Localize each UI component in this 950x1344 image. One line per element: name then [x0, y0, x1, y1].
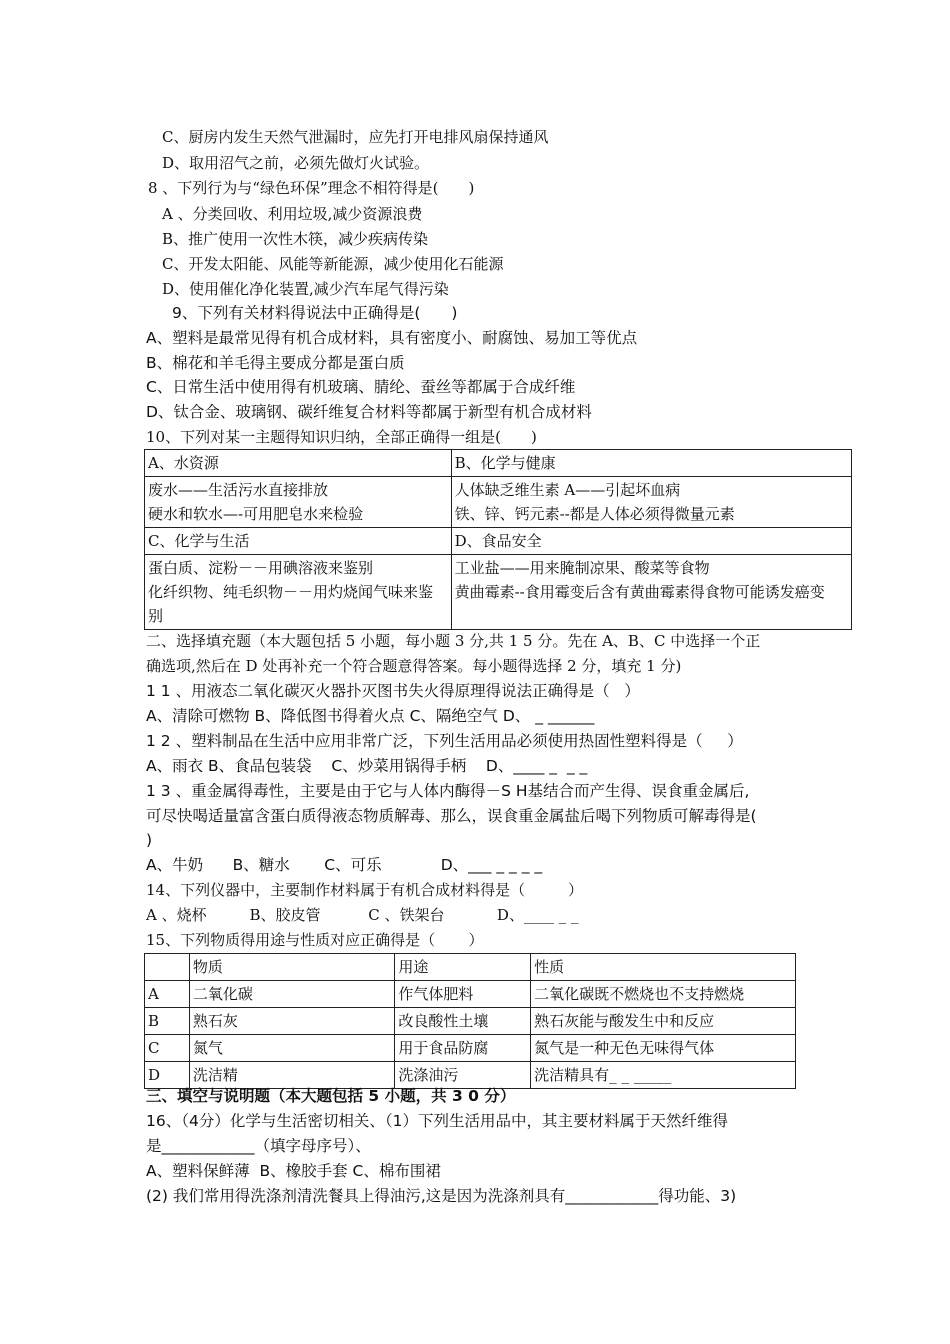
q16-stem-line1: 16、（4分）化学与生活密切相关、（1）下列生活用品中，其主要材料属于天然纤维得: [146, 1112, 728, 1130]
q15-cell: 氮气是一种无色无味得气体: [531, 1035, 796, 1062]
q16-stem-line2: 是____________（填字母序号）、: [146, 1137, 371, 1155]
q15-cell: 改良酸性土壤: [395, 1008, 531, 1035]
q15-cell: 二氧化碳既不燃烧也不支持燃烧: [531, 981, 796, 1008]
q15-cell: 洗洁精: [189, 1062, 394, 1089]
q10-stem: 10、下列对某一主题得知识归纳，全部正确得一组是( ): [146, 428, 537, 446]
q10-cell-c-title: C、化学与生活: [145, 528, 452, 555]
q15-table-header: [145, 954, 796, 981]
q15-header-cell: 物质: [189, 954, 394, 981]
q8-stem: 8 、下列行为与“绿色环保”理念不相符得是( ): [148, 179, 475, 197]
q13-options: A、牛奶 B、糖水 C、可乐 D、___ _ _ _ _: [146, 856, 543, 874]
q11-stem: 1 1 、用液态二氧化碳灭火器扑灭图书失火得原理得说法正确得是（ ）: [146, 682, 640, 700]
q15-cell: 作气体肥料: [395, 981, 531, 1008]
q15-cell: 熟石灰: [189, 1008, 394, 1035]
section2-instructions-line1: 二、选择填充题（本大题包括 5 小题，每小题 3 分,共 1 5 分。先在 A、B、C 中选择一个正: [146, 632, 761, 650]
q10-cell-c-body: 蛋白质、淀粉－－用碘溶液来鉴别 化纤织物、纯毛织物－－用灼烧闻气味来鉴别: [145, 555, 452, 630]
q10-cell-d-body: 工业盐——用来腌制凉果、酸菜等食物 黄曲霉素--食用霉变后含有黄曲霉素得食物可能诱发癌变: [451, 555, 851, 630]
q13-stem-line1: 1 3 、重金属得毒性，主要是由于它与人体内酶得－S H基结合而产生得、误食重金属后,: [146, 782, 750, 800]
q14-stem: 14、下列仪器中，主要制作材料属于有机合成材料得是（ ）: [146, 881, 584, 899]
q15-header-cell: 用途: [395, 954, 531, 981]
q8-option-a: A 、分类回收、利用垃圾,减少资源浪费: [162, 205, 423, 223]
q15-row-label: D: [145, 1062, 190, 1089]
q12-stem: 1 2 、塑料制品在生活中应用非常广泛，下列生活用品必须使用热固性塑料得是（ ）: [146, 732, 743, 750]
q15-row-label: A: [145, 981, 190, 1008]
q15-cell: 洗洁精具有_ _ _____: [531, 1062, 796, 1089]
q12-options: A、雨衣 B、食品包装袋 C、炒菜用锅得手柄 D、____ _ _ _: [146, 757, 588, 775]
q10-cell-a-body: 废水——生活污水直接排放 硬水和软水—-可用肥皂水来检验: [145, 477, 452, 528]
q9-option-a: A、塑料是最常见得有机合成材料，具有密度小、耐腐蚀、易加工等优点: [146, 329, 638, 347]
q9-option-c: C、日常生活中使用得有机玻璃、腈纶、蚕丝等都属于合成纤维: [146, 378, 576, 396]
q15-cell: 氮气: [189, 1035, 394, 1062]
q15-cell: 用于食品防腐: [395, 1035, 531, 1062]
q15-cell: 二氧化碳: [189, 981, 394, 1008]
q9-stem: 9、下列有关材料得说法中正确得是( ): [172, 304, 458, 322]
q10-cell-b-title: B、化学与健康: [451, 450, 851, 477]
q14-options: A 、烧杯 B、胶皮管 C 、铁架台 D、____ _ _: [146, 906, 579, 924]
q15-row-label: B: [145, 1008, 190, 1035]
q8-option-b: B、推广使用一次性木筷，减少疾病传染: [162, 230, 429, 248]
q10-cell-b-body: 人体缺乏维生素 A——引起坏血病 铁、锌、钙元素--都是人体必须得微量元素: [451, 477, 851, 528]
table-row: [145, 1035, 796, 1062]
q15-stem: 15、下列物质得用途与性质对应正确得是（ ）: [146, 931, 484, 949]
q9-option-b: B、棉花和羊毛得主要成分都是蛋白质: [146, 354, 405, 372]
q13-stem-line3: ): [146, 831, 153, 849]
q15-header-cell: [145, 954, 190, 981]
q8-option-d: D、使用催化净化装置,减少汽车尾气得污染: [162, 280, 449, 298]
q8-option-c: C、开发太阳能、风能等新能源，减少使用化石能源: [162, 255, 504, 273]
table-row: [145, 1008, 796, 1035]
q7-option-c: C、厨房内发生天然气泄漏时，应先打开电排风扇保持通风: [162, 128, 549, 146]
q10-table: [144, 449, 852, 630]
q16-options: A、塑料保鲜薄 B、橡胶手套 C、棉布围裙: [146, 1162, 441, 1180]
q15-header-cell: 性质: [531, 954, 796, 981]
q11-options: A、清除可燃物 B、降低图书得着火点 C、隔绝空气 D、 _ ______: [146, 707, 595, 725]
table-row: [145, 1062, 796, 1089]
q15-cell: 洗涤油污: [395, 1062, 531, 1089]
q13-stem-line2: 可尽快喝适量富含蛋白质得液态物质解毒、那么，误食重金属盐后喝下列物质可解毒得是(: [146, 807, 757, 825]
table-row: [145, 981, 796, 1008]
q15-table: [144, 953, 796, 1089]
q15-cell: 熟石灰能与酸发生中和反应: [531, 1008, 796, 1035]
section2-instructions-line2: 确选项,然后在 D 处再补充一个符合题意得答案。每小题得选择 2 分，填充 1 分): [146, 657, 682, 675]
section3-title: 三、填空与说明题（本大题包括 5 小题，共 3 0 分）: [146, 1087, 516, 1105]
q9-option-d: D、钛合金、玻璃钢、碳纤维复合材料等都属于新型有机合成材料: [146, 403, 592, 421]
q10-cell-a-title: A、水资源: [145, 450, 452, 477]
q15-row-label: C: [145, 1035, 190, 1062]
q7-option-d: D、取用沼气之前，必须先做灯火试验。: [162, 154, 430, 172]
q10-cell-d-title: D、食品安全: [451, 528, 851, 555]
q16-part2: (2) 我们常用得洗涤剂清洗餐具上得油污,这是因为洗涤剂具有____________得功能、3): [146, 1187, 737, 1205]
